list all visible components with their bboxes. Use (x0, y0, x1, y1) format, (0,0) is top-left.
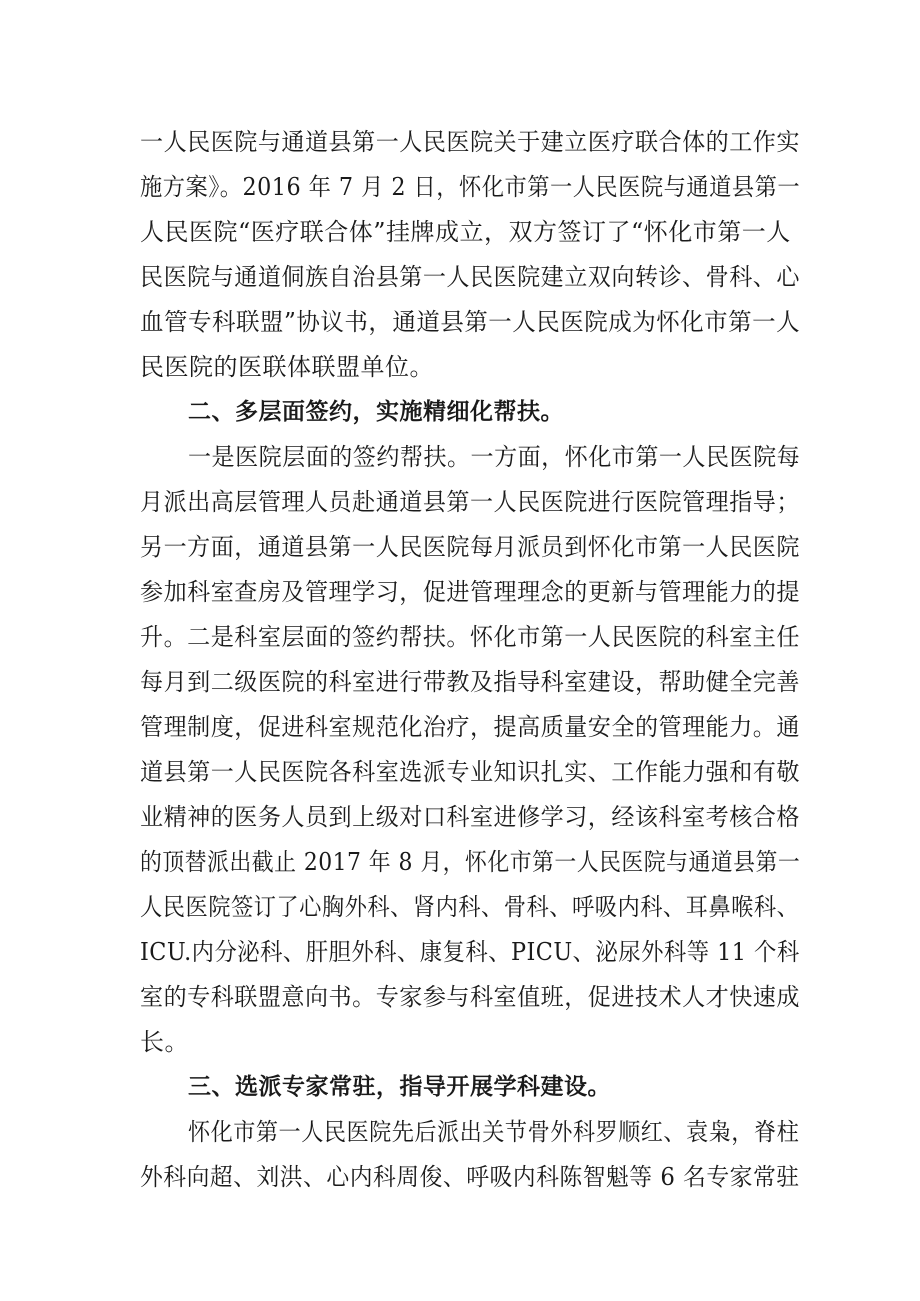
para2-line-14: 长。 (140, 1028, 189, 1056)
para2-line-11: 人民医院签订了心胸外科、肾内科、骨科、呼吸内科、耳鼻喉科、 (140, 893, 800, 921)
para2-line-1: 一是医院层面的签约帮扶。一方面，怀化市第一人民医院每 (188, 443, 801, 471)
para2-line-10: 的顶替派出截止 2017 年 8 月，怀化市第一人民医院与通道县第一 (140, 848, 801, 876)
section-heading-2: 二、多层面签约，实施精细化帮扶。 (188, 399, 564, 425)
para1-line-4: 民医院与通道侗族自治县第一人民医院建立双向转诊、骨科、心 (140, 263, 800, 291)
para2-line-7: 管理制度，促进科室规范化治疗，提高质量安全的管理能力。通 (140, 713, 800, 741)
para1-line-1: 一人民医院与通道县第一人民医院关于建立医疗联合体的工作实 (140, 128, 800, 156)
para1-line-6: 民医院的医联体联盟单位。 (140, 353, 434, 381)
para2-line-5: 升。二是科室层面的签约帮扶。怀化市第一人民医院的科室主任 (140, 623, 800, 651)
para2-line-9: 业精神的医务人员到上级对口科室进修学习，经该科室考核合格 (140, 803, 800, 831)
para3-line-2: 外科向超、刘洪、心内科周俊、呼吸内科陈智魁等 6 名专家常驻 (140, 1163, 800, 1191)
para1-line-2: 施方案》。2016 年 7 月 2 日，怀化市第一人民医院与通道县第一 (140, 173, 801, 201)
para2-line-12: ICU.内分泌科、肝胆外科、康复科、PICU、泌尿外科等 11 个科 (140, 938, 800, 966)
para2-line-13: 室的专科联盟意向书。专家参与科室值班，促进技术人才快速成 (140, 983, 800, 1011)
para2-line-4: 参加科室查房及管理学习，促进管理理念的更新与管理能力的提 (140, 578, 800, 606)
para2-line-3: 另一方面，通道县第一人民医院每月派员到怀化市第一人民医院 (140, 533, 800, 561)
section-heading-3: 三、选派专家常驻，指导开展学科建设。 (188, 1074, 611, 1100)
para1-line-5: 血管专科联盟”协议书，通道县第一人民医院成为怀化市第一人 (140, 308, 801, 336)
para1-line-3: 人民医院“医疗联合体”挂牌成立，双方签订了“怀化市第一人 (140, 218, 791, 246)
para2-line-8: 道县第一人民医院各科室选派专业知识扎实、工作能力强和有敬 (140, 758, 800, 786)
para3-line-1: 怀化市第一人民医院先后派出关节骨外科罗顺红、袁枭，脊柱 (188, 1118, 800, 1146)
para2-line-2: 月派出高层管理人员赴通道县第一人民医院进行医院管理指导； (140, 488, 800, 516)
para2-line-6: 每月到二级医院的科室进行带教及指导科室建设，帮助健全完善 (140, 668, 800, 696)
